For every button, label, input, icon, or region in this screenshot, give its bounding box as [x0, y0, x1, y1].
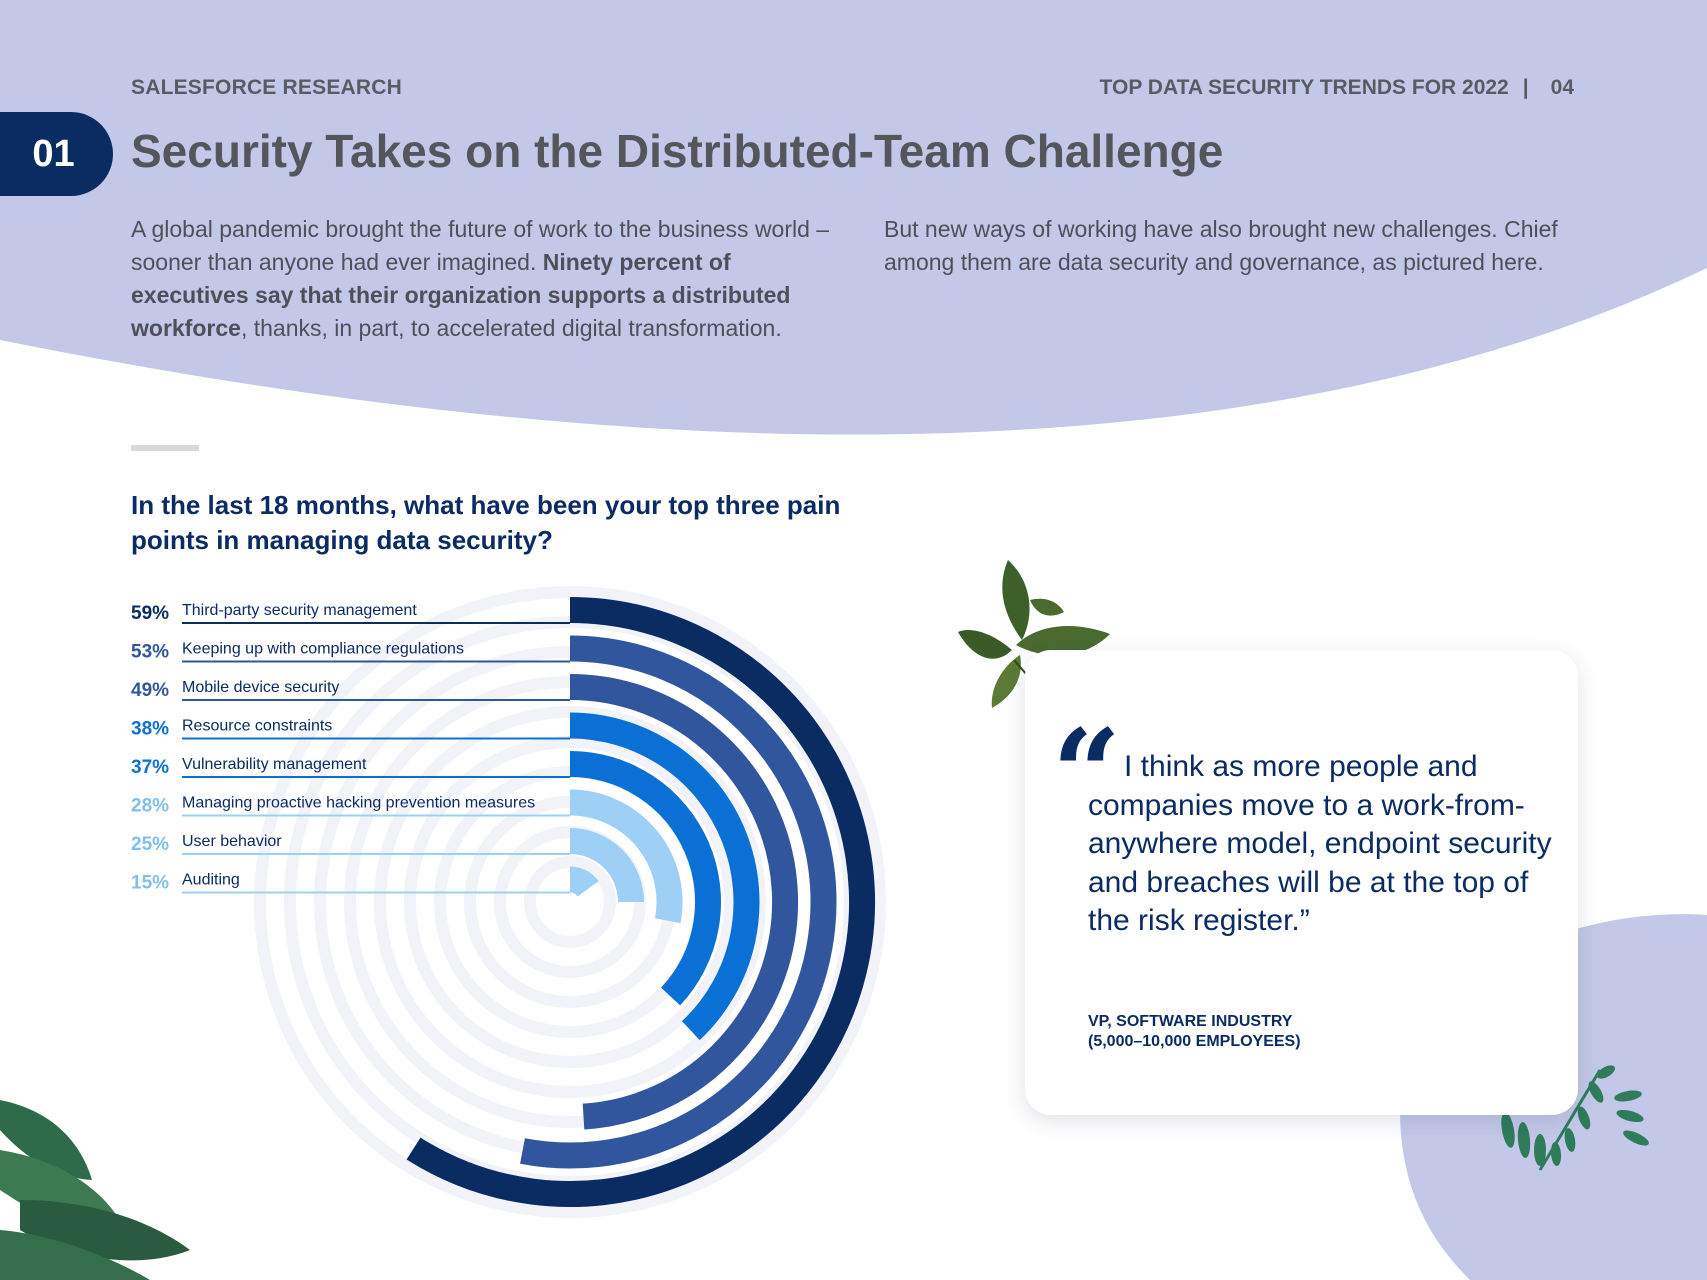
intro-left-highlight: Ninety percent of executives say that their organization supports a distributed workforce — [131, 249, 791, 341]
value-label: 15% — [131, 872, 170, 894]
radial-bar — [570, 880, 588, 889]
publisher-label: SALESFORCE RESEARCH — [131, 76, 402, 99]
value-label: 49% — [131, 680, 170, 701]
value-label: 25% — [131, 834, 170, 855]
category-label: Mobile device security — [182, 679, 340, 696]
category-label: Auditing — [182, 871, 240, 889]
value-label: 38% — [131, 718, 170, 740]
category-label: Vulnerability management — [182, 756, 367, 773]
category-label: Third-party security management — [182, 602, 417, 619]
page-number: 04 — [1550, 76, 1574, 99]
category-label: User behavior — [182, 833, 282, 850]
intro-left-text-end: , thanks, in part, to accelerated digital transformation. — [240, 315, 782, 341]
value-label: 37% — [131, 757, 170, 778]
section-number-badge: 01 — [0, 112, 113, 196]
intro-paragraph-left — [131, 213, 841, 345]
accent-rule — [131, 445, 199, 451]
quote-body: I think as more people and companies move to a work-from-anywhere model, endpoint security and breaches will be at the top of the risk register.” — [1088, 750, 1552, 937]
intro-paragraph-right: But new ways of working have also brought new challenges. Chief among them are data security and governance, as pictured here. — [884, 216, 1558, 275]
category-label: Managing proactive hacking prevention measures — [182, 794, 536, 812]
category-label: Keeping up with compliance regulations — [182, 640, 464, 658]
chart-question: In the last 18 months, what have been your top three pain points in managing data security? — [131, 490, 841, 555]
value-label: 59% — [131, 603, 170, 624]
header-separator: | — [1522, 76, 1529, 99]
pain-points-radial-chart — [0, 560, 900, 1280]
quote-attribution — [1088, 1012, 1508, 1052]
quote-text — [1088, 748, 1558, 941]
page-title: Security Takes on the Distributed-Team Challenge — [131, 125, 1224, 177]
report-header — [1100, 76, 1574, 100]
attribution-company-size: (5,000–10,000 EMPLOYEES) — [1088, 1033, 1301, 1050]
report-title: TOP DATA SECURITY TRENDS FOR 2022 — [1099, 76, 1509, 99]
quote-mark-icon: “ — [1052, 703, 1122, 844]
value-label: 53% — [131, 641, 170, 663]
value-label: 28% — [131, 795, 170, 817]
category-label: Resource constraints — [182, 717, 333, 735]
attribution-role: VP, SOFTWARE INDUSTRY — [1088, 1013, 1293, 1030]
intro-left-text: A global pandemic brought the future of work to the business world – sooner than anyone had ever imagined. — [131, 216, 830, 275]
